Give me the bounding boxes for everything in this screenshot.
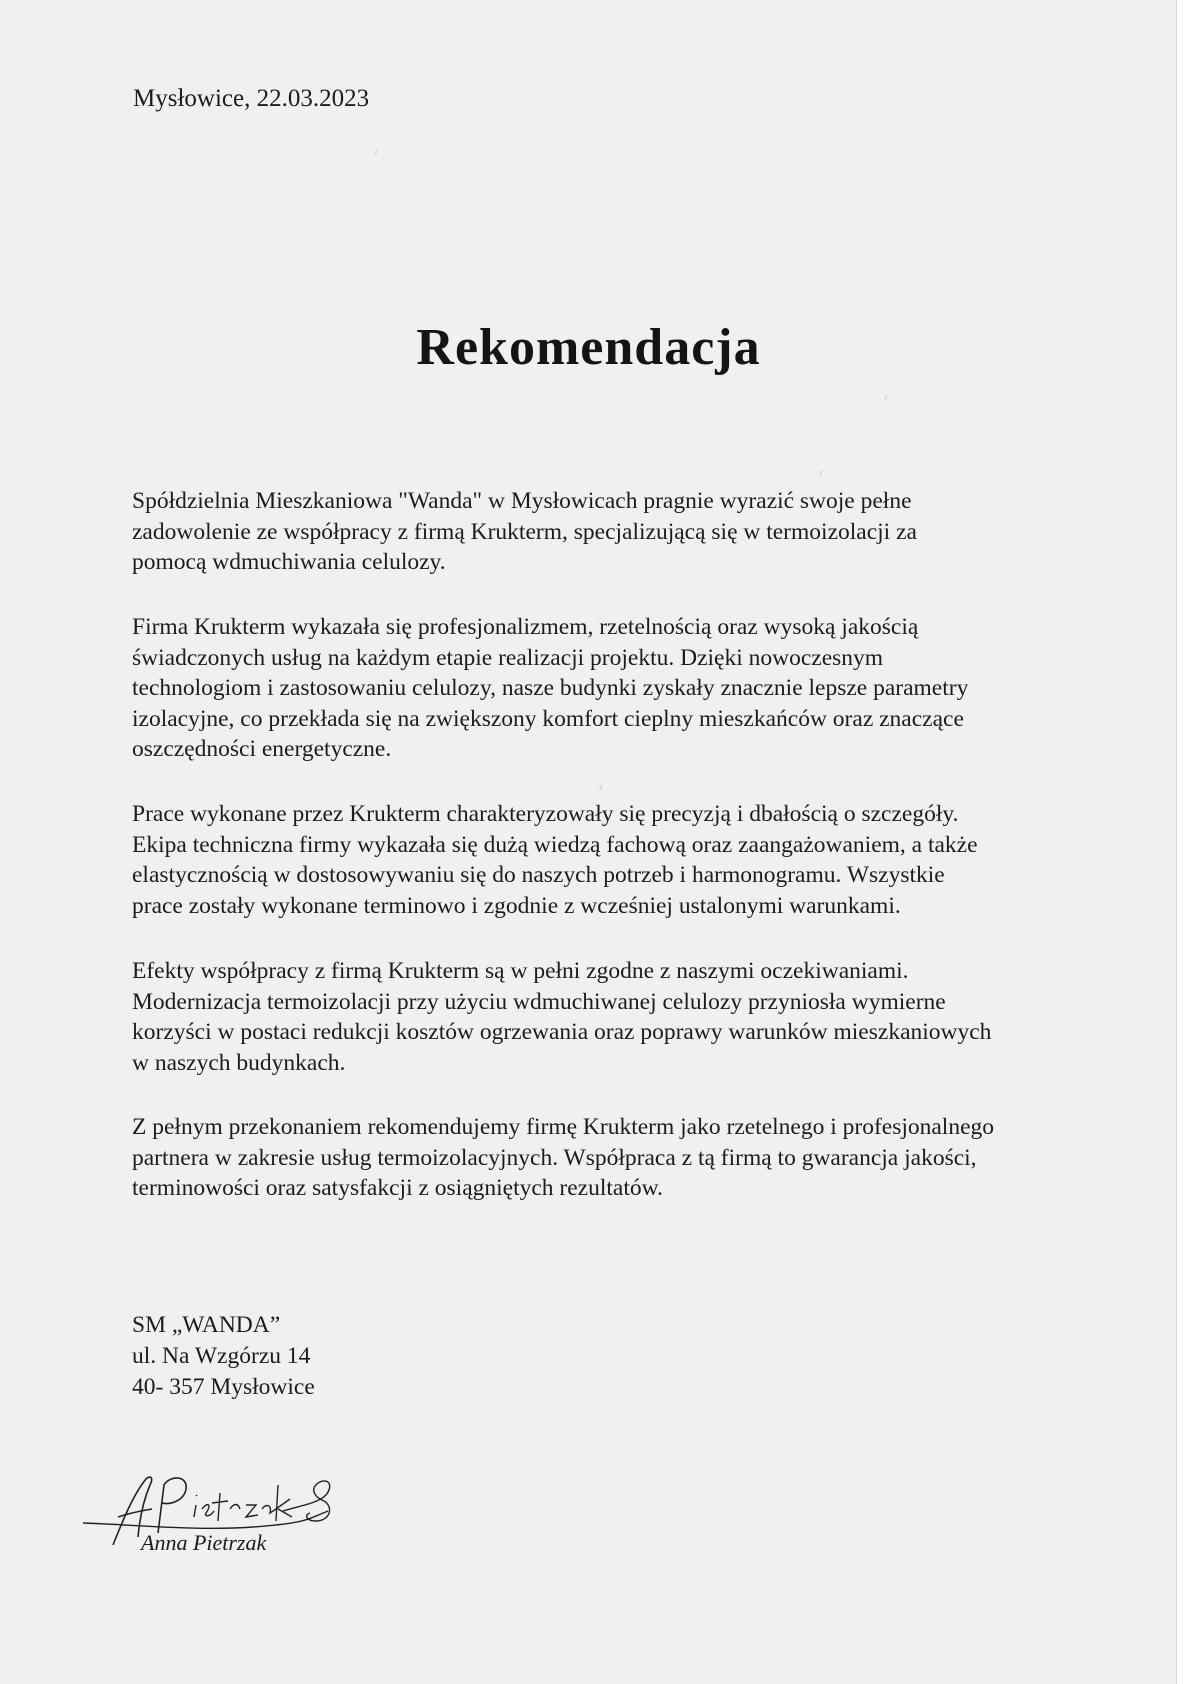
address-city: 40- 357 Mysłowice xyxy=(132,1374,315,1400)
paragraph-intro xyxy=(132,486,1122,578)
paragraph-line: Z pełnym przekonaniem rekomendujemy firmę Krukterm jako rzetelnego i profesjonalnego xyxy=(132,1114,995,1140)
paragraph-line: izolacyjne, co przekłada się na zwiększony komfort cieplny mieszkańców oraz znaczące xyxy=(132,705,964,732)
signature-letter-p xyxy=(158,1478,186,1533)
paragraph-effects xyxy=(132,956,1122,1078)
paragraph-line: korzyści w postaci redukcji kosztów ogrzewania oraz poprawy warunków mieszkaniowych xyxy=(132,1019,992,1046)
paragraph-line: Prace wykonane przez Krukterm charakteryzowały się precyzją i dbałością o szczegóły. xyxy=(132,801,959,827)
scan-speck xyxy=(884,395,888,400)
paragraph-line: pomocą wdmuchiwania celulozy. xyxy=(132,549,446,576)
signature-flourish xyxy=(283,1481,330,1521)
scan-speck xyxy=(819,470,823,475)
paragraph-line: Spółdzielnia Mieszkaniowa "Wanda" w Mysłowicach pragnie wyrazić swoje pełne xyxy=(132,488,912,514)
scan-speck xyxy=(374,150,378,155)
signature-letters-ietrzak xyxy=(194,1485,292,1521)
paragraph-line: elastycznością w dostosowywaniu się do naszych potrzeb i harmonogramu. Wszystkie xyxy=(132,862,945,889)
paragraph-line: oszczędności energetyczne. xyxy=(132,736,392,763)
place-and-date: Mysłowice, 22.03.2023 xyxy=(133,85,370,112)
paragraph-line: terminowości oraz satysfakcji z osiągniętych rezultatów. xyxy=(132,1175,663,1202)
paragraph-line: świadczonych usług na każdym etapie realizacji projektu. Dzięki nowoczesnym xyxy=(132,644,884,671)
address-street: ul. Na Wzgórzu 14 xyxy=(132,1343,311,1369)
document-title: Rekomendacja xyxy=(416,319,761,376)
paragraph-line: w naszych budynkach. xyxy=(132,1049,346,1076)
paragraph-line: zadowolenie ze współpracy z firmą Krukterm, specjalizującą się w termoizolacji za xyxy=(132,518,917,545)
paragraph-line: Modernizacja termoizolacji przy użyciu wdmuchiwanej celulozy przyniosła wymierne xyxy=(132,988,946,1015)
paragraph-line: prace zostały wykonane terminowo i zgodnie z wcześniej ustalonymi warunkami. xyxy=(132,892,901,919)
address-organization: SM „WANDA” xyxy=(132,1312,281,1338)
paragraph-line: partnera w zakresie usług termoizolacyjnych. Współpraca z tą firmą to gwarancja jakości, xyxy=(132,1144,977,1171)
paragraph-line: Firma Krukterm wykazała się profesjonalizmem, rzetelnością oraz wysoką jakością xyxy=(132,614,919,640)
paragraph-line: Ekipa techniczna firmy wykazała się dużą wiedzą fachową oraz zaangażowaniem, a także xyxy=(132,831,978,858)
paragraph-line: Efekty współpracy z firmą Krukterm są w pełni zgodne z naszymi oczekiwaniami. xyxy=(132,958,909,984)
paragraph-work-quality xyxy=(132,799,1122,921)
scan-speck xyxy=(599,785,603,790)
paragraph-line: technologiom i zastosowaniu celulozy, nasze budynki zyskały znacznie lepsze parametry xyxy=(132,675,969,702)
signer-name: Anna Pietrzak xyxy=(141,1530,267,1555)
paragraph-recommendation xyxy=(132,1112,1122,1204)
paragraph-professionalism xyxy=(132,612,1122,765)
sender-address xyxy=(132,1310,315,1403)
